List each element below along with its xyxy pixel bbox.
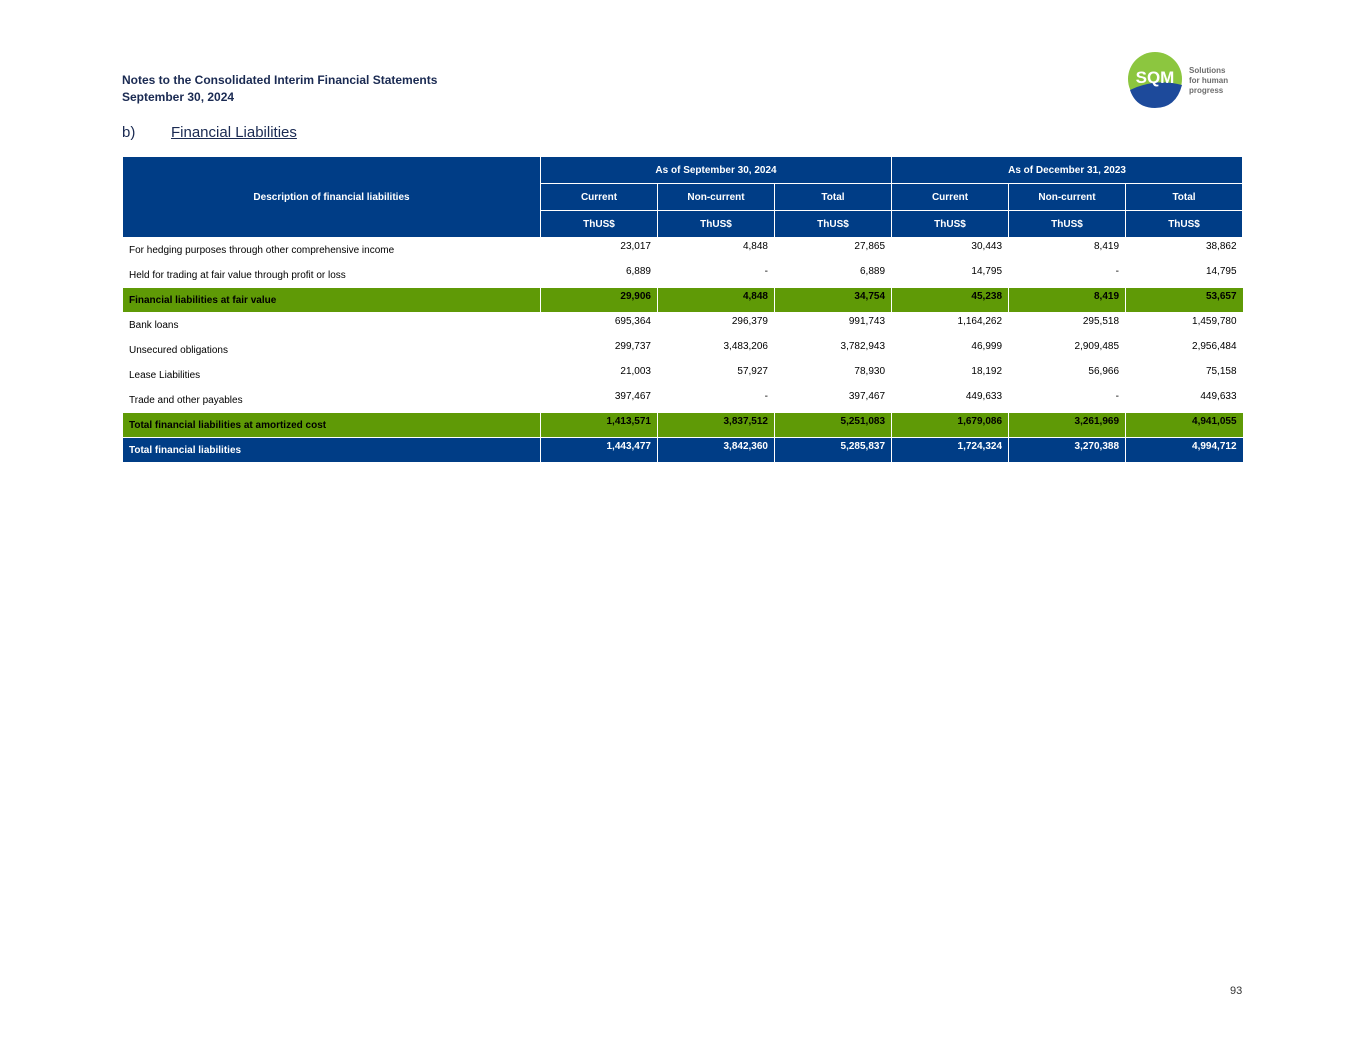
cell-value: 29,906	[541, 288, 658, 313]
cell-value: 75,158	[1126, 363, 1243, 388]
cell-value: 397,467	[775, 388, 892, 413]
cell-value: 3,270,388	[1009, 438, 1126, 463]
cell-value: 5,285,837	[775, 438, 892, 463]
cell-value: 3,261,969	[1009, 413, 1126, 438]
cell-value: 6,889	[775, 263, 892, 288]
financial-liabilities-table	[122, 156, 1243, 463]
unit-header: ThUS$	[892, 211, 1009, 238]
svg-text:SQM: SQM	[1135, 68, 1175, 87]
unit-header: ThUS$	[775, 211, 892, 238]
table-row	[123, 388, 1243, 413]
cell-value: 1,459,780	[1126, 313, 1243, 338]
cell-value: 38,862	[1126, 238, 1243, 263]
cell-value: 45,238	[892, 288, 1009, 313]
cell-value: 1,164,262	[892, 313, 1009, 338]
cell-value: 3,842,360	[658, 438, 775, 463]
cell-value: 46,999	[892, 338, 1009, 363]
row-label: Total financial liabilities at amortized cost	[123, 413, 541, 438]
total-row	[123, 438, 1243, 463]
unit-header: ThUS$	[541, 211, 658, 238]
cell-value: 4,994,712	[1126, 438, 1243, 463]
unit-header: ThUS$	[658, 211, 775, 238]
header-date: September 30, 2024	[122, 90, 235, 104]
cell-value: 299,737	[541, 338, 658, 363]
col-header-total: Total	[775, 184, 892, 211]
col-header-total: Total	[1126, 184, 1243, 211]
row-label: For hedging purposes through other comprehensive income	[123, 238, 541, 263]
table-row	[123, 338, 1243, 363]
cell-value: 4,941,055	[1126, 413, 1243, 438]
cell-value: 27,865	[775, 238, 892, 263]
table-row	[123, 313, 1243, 338]
section-title: Financial Liabilities	[171, 124, 297, 141]
cell-value: 695,364	[541, 313, 658, 338]
cell-value: 23,017	[541, 238, 658, 263]
row-label: Held for trading at fair value through profit or loss	[123, 263, 541, 288]
cell-value: -	[1009, 263, 1126, 288]
row-label: Financial liabilities at fair value	[123, 288, 541, 313]
table-row	[123, 238, 1243, 263]
cell-value: 8,419	[1009, 238, 1126, 263]
cell-value: 3,782,943	[775, 338, 892, 363]
cell-value: -	[658, 263, 775, 288]
cell-value: 2,909,485	[1009, 338, 1126, 363]
cell-value: 56,966	[1009, 363, 1126, 388]
col-header-current: Current	[541, 184, 658, 211]
cell-value: -	[1009, 388, 1126, 413]
cell-value: 30,443	[892, 238, 1009, 263]
cell-value: 449,633	[1126, 388, 1243, 413]
cell-value: -	[658, 388, 775, 413]
cell-value: 21,003	[541, 363, 658, 388]
row-label: Lease Liabilities	[123, 363, 541, 388]
subtotal-row	[123, 288, 1243, 313]
logo-tagline: Solutions for human progress	[1189, 66, 1229, 95]
subtotal-row	[123, 413, 1243, 438]
description-header: Description of financial liabilities	[123, 157, 541, 238]
cell-value: 1,724,324	[892, 438, 1009, 463]
group-header-2024: As of September 30, 2024	[541, 157, 892, 184]
row-label: Total financial liabilities	[123, 438, 541, 463]
table-row	[123, 263, 1243, 288]
cell-value: 34,754	[775, 288, 892, 313]
cell-value: 991,743	[775, 313, 892, 338]
cell-value: 1,413,571	[541, 413, 658, 438]
table-row	[123, 363, 1243, 388]
col-header-noncurrent: Non-current	[1009, 184, 1126, 211]
unit-header: ThUS$	[1126, 211, 1243, 238]
col-header-current: Current	[892, 184, 1009, 211]
cell-value: 14,795	[892, 263, 1009, 288]
cell-value: 4,848	[658, 288, 775, 313]
cell-value: 18,192	[892, 363, 1009, 388]
cell-value: 3,837,512	[658, 413, 775, 438]
row-label: Bank loans	[123, 313, 541, 338]
section-number: b)	[122, 124, 136, 141]
unit-header: ThUS$	[1009, 211, 1126, 238]
cell-value: 296,379	[658, 313, 775, 338]
document-header	[122, 72, 437, 106]
cell-value: 4,848	[658, 238, 775, 263]
group-header-2023: As of December 31, 2023	[892, 157, 1243, 184]
row-label: Trade and other payables	[123, 388, 541, 413]
cell-value: 6,889	[541, 263, 658, 288]
cell-value: 295,518	[1009, 313, 1126, 338]
cell-value: 8,419	[1009, 288, 1126, 313]
cell-value: 1,679,086	[892, 413, 1009, 438]
cell-value: 57,927	[658, 363, 775, 388]
header-title: Notes to the Consolidated Interim Financial Statements	[122, 73, 438, 87]
cell-value: 3,483,206	[658, 338, 775, 363]
cell-value: 397,467	[541, 388, 658, 413]
cell-value: 1,443,477	[541, 438, 658, 463]
col-header-noncurrent: Non-current	[658, 184, 775, 211]
section-heading	[122, 124, 297, 141]
cell-value: 449,633	[892, 388, 1009, 413]
row-label: Unsecured obligations	[123, 338, 541, 363]
cell-value: 53,657	[1126, 288, 1243, 313]
cell-value: 78,930	[775, 363, 892, 388]
page-number: 93	[1230, 985, 1243, 997]
cell-value: 5,251,083	[775, 413, 892, 438]
cell-value: 14,795	[1126, 263, 1243, 288]
cell-value: 2,956,484	[1126, 338, 1243, 363]
